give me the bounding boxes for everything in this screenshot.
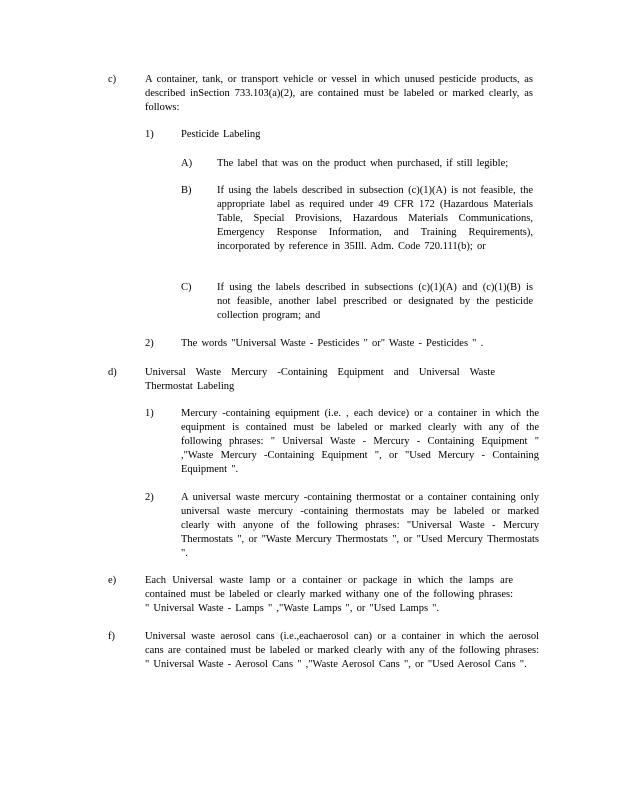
section-d-item-1-label: 1)	[145, 408, 154, 419]
section-c-item-2-label: 2)	[145, 338, 154, 349]
section-f-label: f)	[108, 631, 115, 642]
section-c-item-1-heading: Pesticide Labeling	[181, 129, 261, 140]
section-c-subitem-c-text: If using the labels described in subsections (c)(1)(A) and (c)(1)(B) is not feasible, another label prescribed or designated by the pesticide collection program; and	[217, 282, 533, 321]
section-c-subitem-a-text: The label that was on the product when purchased, if still legible;	[217, 158, 509, 169]
section-c-subitem-a-label: A)	[181, 158, 193, 169]
section-c-label: c)	[108, 74, 117, 85]
section-c-text: A container, tank, or transport vehicle or vessel in which unused pesticide products, as described inSection 733.103(a)(2), are contained must be labeled or marked clearly, as follows:	[145, 74, 533, 113]
section-d-label: d)	[108, 367, 117, 378]
section-e-text: Each Universal waste lamp or a container or package in which the lamps are contained must be labeled or clearly marked withany one of the following phrases: " Universal Waste - Lamps " ,"Waste Lamps ", or "Used Lamps ".	[145, 575, 513, 614]
section-c-item-2-text: The words "Universal Waste - Pesticides " or" Waste - Pesticides " .	[181, 338, 484, 349]
section-c-subitem-c-label: C)	[181, 282, 192, 293]
section-d-heading: Universal Waste Mercury -Containing Equipment and Universal Waste Thermostat Labeling	[145, 367, 495, 392]
section-d-item-1-text: Mercury -containing equipment (i.e. , each device) or a container in which the equipment is contained must be labeled or marked clearly with any of the following phrases: " Universal Waste - Mercury - Containing Equipment " ,"Waste Mercury -Containing Equipment ", or "Used Mercury - Containing Equipment ".	[181, 408, 539, 475]
section-c-subitem-b-label: B)	[181, 185, 192, 196]
section-f-text: Universal waste aerosol cans (i.e.,eachaerosol can) or a container in which the aerosol cans are contained must be labeled or marked clearly with any of the following phrases: " Universal Waste - Aerosol Cans " ,"Waste Aerosol Cans ", or "Used Aerosol Cans ".	[145, 631, 539, 670]
section-d-item-2-text: A universal waste mercury -containing thermostat or a container containing only universal waste mercury -containing thermostats may be labeled or marked clearly with anyone of the following phrases: "Universal Waste - Mercury Thermostats ", or "Waste Mercury Thermostats ", or "Used Mercury Thermostats ".	[181, 492, 539, 559]
section-c-item-1-label: 1)	[145, 129, 154, 140]
section-e-label: e)	[108, 575, 117, 586]
section-c-subitem-b-text: If using the labels described in subsection (c)(1)(A) is not feasible, the appropriate label as required under 49 CFR 172 (Hazardous Materials Table, Special Provisions, Hazardous Materials Communications, Emergency Response Information, and Training Requirements), incorporated by reference in 35Ill. Adm. Code 720.111(b); or	[217, 185, 533, 252]
section-d-item-2-label: 2)	[145, 492, 154, 503]
